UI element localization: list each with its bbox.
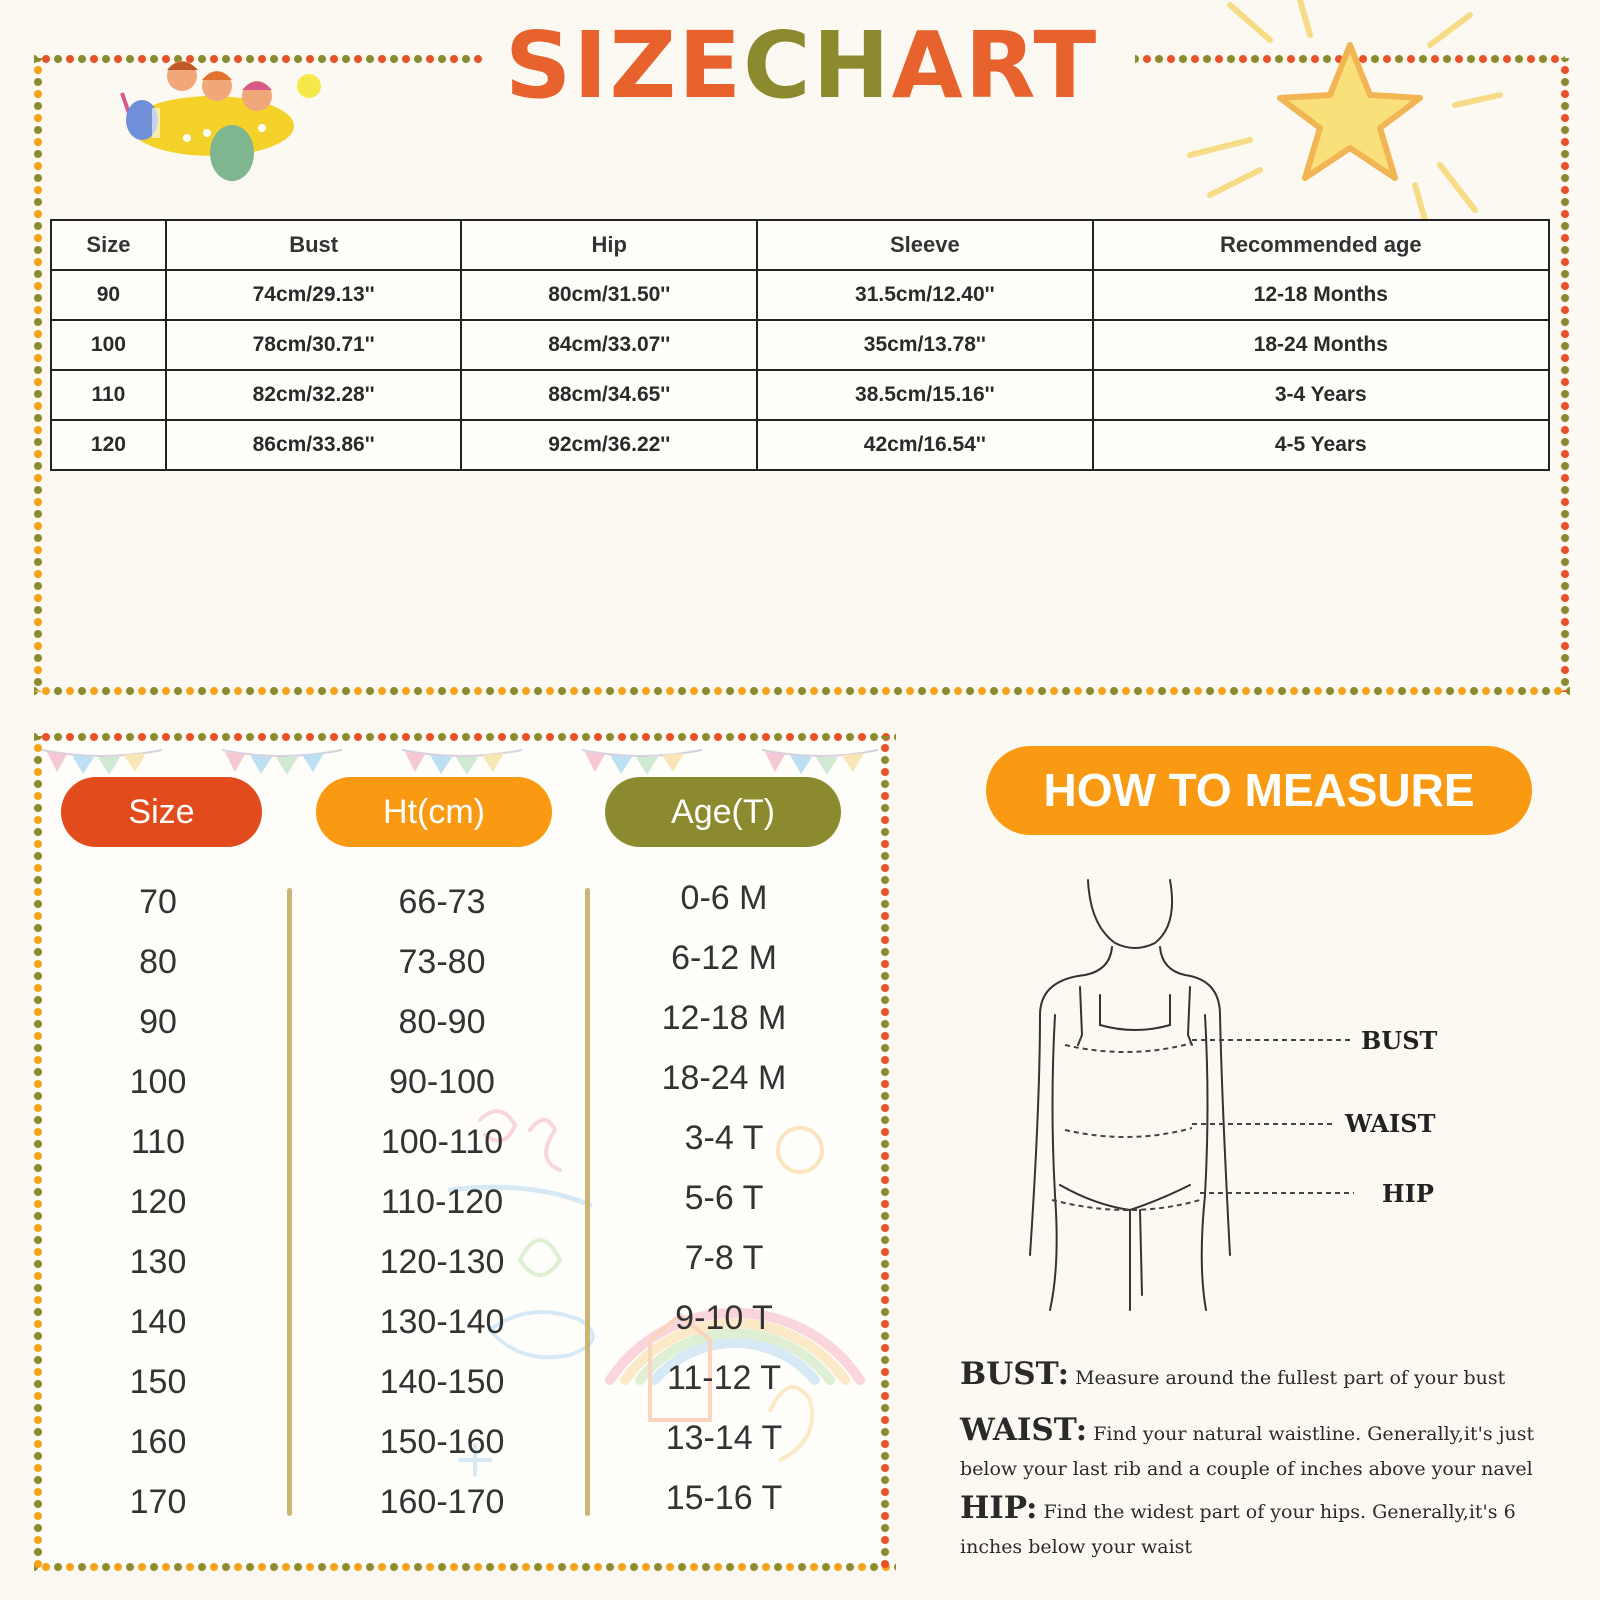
list-item: 0-6 M: [680, 879, 768, 917]
page-title: [505, 12, 1105, 122]
airplane-kids-illustration: [112, 48, 332, 188]
size-measurement-table: [50, 219, 1550, 471]
title-part-art: ART: [891, 12, 1099, 119]
table-row: [51, 270, 1549, 320]
list-item: 110-120: [380, 1183, 504, 1221]
waist-description-text: Find your natural waistline. Generally,it's just below your last rib and a couple of inches above your navel: [960, 1423, 1535, 1480]
title-part-size: SIZE: [505, 12, 744, 119]
table-row: [51, 370, 1549, 420]
height-header-pill: Ht(cm): [316, 777, 552, 847]
list-item: 3-4 T: [684, 1119, 764, 1157]
list-item: 18-24 M: [661, 1059, 787, 1097]
list-item: 160: [129, 1423, 187, 1461]
list-item: 73-80: [398, 943, 486, 981]
list-item: 90-100: [389, 1063, 495, 1101]
height-column: [342, 872, 542, 1532]
list-item: 66-73: [398, 883, 486, 921]
list-item: 150-160: [379, 1423, 505, 1461]
panel-border-left: [33, 736, 43, 1568]
age-header-pill: Age(T): [605, 777, 841, 847]
list-item: 120: [129, 1183, 187, 1221]
hip-description-text: Find the widest part of your hips. Generally,it's 6 inches below your waist: [960, 1501, 1516, 1558]
table-cell: 90: [51, 270, 166, 320]
list-item: 80: [139, 943, 177, 981]
table-header-row: [51, 220, 1549, 270]
column-divider: [287, 888, 292, 1516]
table-cell: 86cm/33.86'': [166, 420, 462, 470]
list-item: 150: [129, 1363, 187, 1401]
list-item: 9-10 T: [675, 1299, 773, 1337]
waist-label: WAIST: [1345, 1109, 1436, 1138]
table-cell: 80cm/31.50'': [461, 270, 757, 320]
list-item: 90: [139, 1003, 177, 1041]
hip-description: [960, 1491, 1560, 1565]
list-item: 140: [129, 1303, 187, 1341]
header-recommended-age: Recommended age: [1093, 220, 1549, 270]
panel-border-right: [880, 736, 890, 1568]
age-column: [624, 868, 824, 1528]
bust-description: [960, 1357, 1560, 1396]
list-item: 5-6 T: [684, 1179, 764, 1217]
size-column: [58, 872, 258, 1532]
column-divider: [585, 888, 590, 1516]
table-cell: 12-18 Months: [1093, 270, 1549, 320]
table-cell: 78cm/30.71'': [166, 320, 462, 370]
waist-description-title: WAIST:: [960, 1412, 1088, 1448]
table-cell: 120: [51, 420, 166, 470]
list-item: 100: [129, 1063, 187, 1101]
table-cell: 42cm/16.54'': [757, 420, 1093, 470]
table-cell: 84cm/33.07'': [461, 320, 757, 370]
panel-border-bottom: [34, 1562, 896, 1572]
list-item: 6-12 M: [671, 939, 777, 977]
list-item: 12-18 M: [661, 999, 787, 1037]
table-row: [51, 320, 1549, 370]
list-item: 15-16 T: [665, 1479, 783, 1517]
table-cell: 110: [51, 370, 166, 420]
bust-description-text: Measure around the fullest part of your bust: [1075, 1367, 1506, 1389]
hip-description-title: HIP:: [960, 1490, 1038, 1526]
header-bust: Bust: [166, 220, 462, 270]
bust-description-title: BUST:: [960, 1356, 1070, 1392]
list-item: 70: [139, 883, 177, 921]
table-cell: 38.5cm/15.16'': [757, 370, 1093, 420]
header-size: Size: [51, 220, 166, 270]
table-row: [51, 420, 1549, 470]
star-icon: [1170, 0, 1520, 220]
header-hip: Hip: [461, 220, 757, 270]
title-part-ch: CH: [743, 12, 892, 119]
top-frame-border-left: [33, 58, 43, 692]
list-item: 7-8 T: [684, 1239, 764, 1277]
top-frame-border-right: [1560, 58, 1570, 692]
table-cell: 3-4 Years: [1093, 370, 1549, 420]
size-header-pill: Size: [61, 777, 262, 847]
table-cell: 4-5 Years: [1093, 420, 1549, 470]
list-item: 11-12 T: [666, 1359, 782, 1397]
hip-label: HIP: [1382, 1179, 1434, 1208]
top-frame-border-bottom: [34, 686, 1570, 696]
list-item: 120-130: [379, 1243, 505, 1281]
table-cell: 92cm/36.22'': [461, 420, 757, 470]
list-item: 80-90: [398, 1003, 486, 1041]
table-cell: 88cm/34.65'': [461, 370, 757, 420]
how-to-measure-banner: HOW TO MEASURE: [986, 746, 1532, 835]
measurement-leader-lines: [1180, 1020, 1360, 1200]
list-item: 110: [130, 1123, 186, 1161]
table-cell: 82cm/32.28'': [166, 370, 462, 420]
list-item: 100-110: [380, 1123, 504, 1161]
list-item: 140-150: [379, 1363, 505, 1401]
panel-border-top: [34, 732, 896, 742]
header-sleeve: Sleeve: [757, 220, 1093, 270]
list-item: 170: [129, 1483, 187, 1521]
table-cell: 18-24 Months: [1093, 320, 1549, 370]
table-cell: 74cm/29.13'': [166, 270, 462, 320]
bust-label: BUST: [1361, 1026, 1438, 1055]
list-item: 130-140: [379, 1303, 505, 1341]
table-cell: 100: [51, 320, 166, 370]
table-cell: 35cm/13.78'': [757, 320, 1093, 370]
list-item: 13-14 T: [665, 1419, 783, 1457]
table-cell: 31.5cm/12.40'': [757, 270, 1093, 320]
list-item: 160-170: [379, 1483, 505, 1521]
list-item: 130: [129, 1243, 187, 1281]
waist-description: [960, 1413, 1560, 1487]
